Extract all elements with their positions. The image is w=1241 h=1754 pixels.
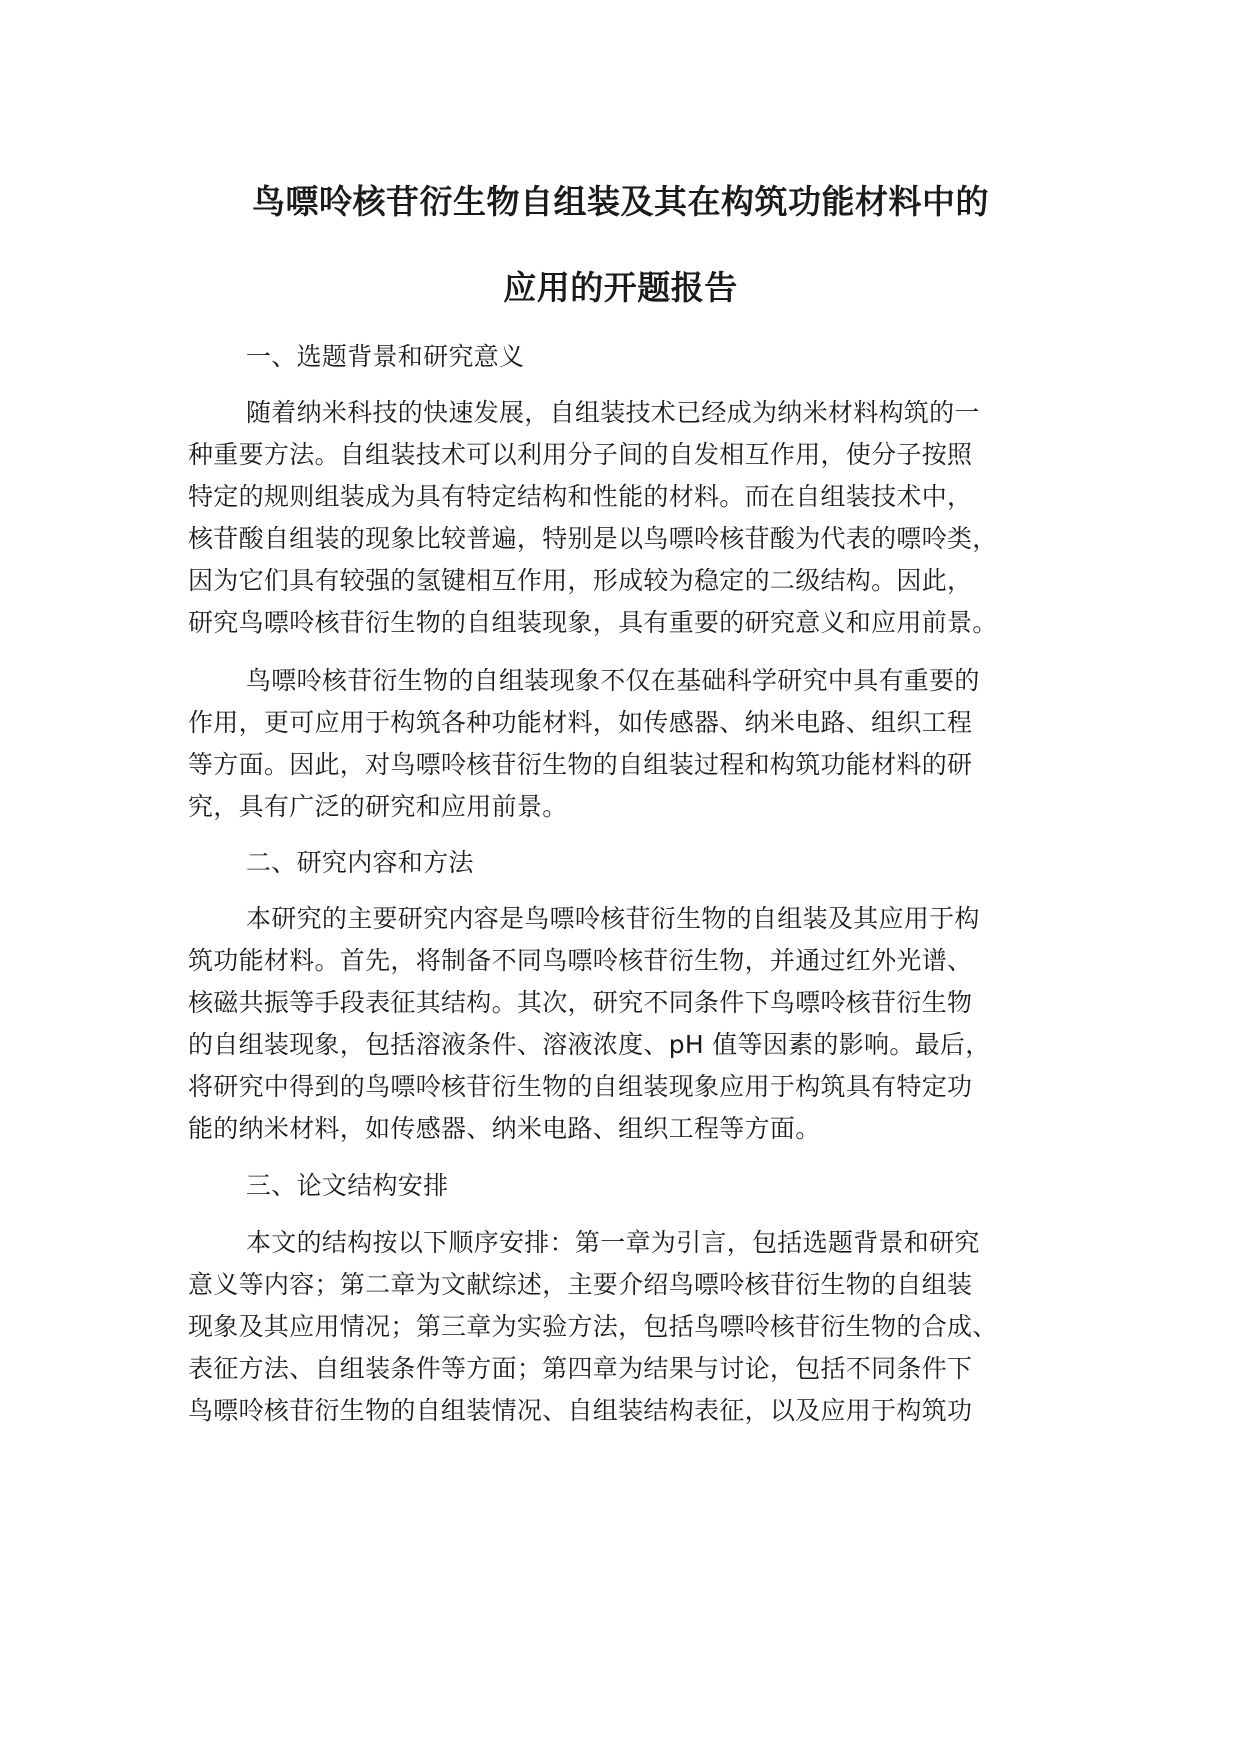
paragraph-line: 种重要方法。自组装技术可以利用分子间的自发相互作用，使分子按照 — [188, 440, 973, 469]
paragraph-line: 鸟嘌呤核苷衍生物的自组装现象不仅在基础科学研究中具有重要的 — [246, 666, 980, 695]
paragraph-line: 表征方法、自组装条件等方面；第四章为结果与讨论，包括不同条件下 — [188, 1354, 973, 1383]
section-heading-content-methods: 二、研究内容和方法 — [246, 848, 474, 877]
paragraph-line: 核苷酸自组装的现象比较普遍，特别是以鸟嘌呤核苷酸为代表的嘌呤类， — [188, 524, 998, 553]
paragraph-line: 本文的结构按以下顺序安排：第一章为引言，包括选题背景和研究 — [246, 1228, 980, 1257]
paragraph-line: 随着纳米科技的快速发展，自组装技术已经成为纳米材料构筑的一 — [246, 398, 980, 427]
document-title-line-2: 应用的开题报告 — [503, 268, 738, 307]
paragraph-line: 能的纳米材料，如传感器、纳米电路、组织工程等方面。 — [188, 1114, 821, 1143]
section-heading-background: 一、选题背景和研究意义 — [246, 342, 525, 371]
paragraph-line: 究，具有广泛的研究和应用前景。 — [188, 792, 568, 821]
section-heading-structure: 三、论文结构安排 — [246, 1171, 449, 1200]
document-title-line-1: 鸟嘌呤核苷衍生物自组装及其在构筑功能材料中的 — [252, 182, 989, 221]
paragraph-line: 筑功能材料。首先，将制备不同鸟嘌呤核苷衍生物，并通过红外光谱、 — [188, 946, 973, 975]
paragraph-line: 因为它们具有较强的氢键相互作用，形成较为稳定的二级结构。因此， — [188, 566, 973, 595]
paragraph-line: 特定的规则组装成为具有特定结构和性能的材料。而在自组装技术中， — [188, 482, 973, 511]
paragraph-background — [188, 398, 1088, 638]
paragraph-line: 作用，更可应用于构筑各种功能材料，如传感器、纳米电路、组织工程 — [188, 708, 973, 737]
paragraph-line: 的自组装现象，包括溶液条件、溶液浓度、pH 值等因素的影响。最后， — [188, 1030, 991, 1059]
paragraph-applications — [188, 666, 1088, 822]
paragraph-line: 研究鸟嘌呤核苷衍生物的自组装现象，具有重要的研究意义和应用前景。 — [188, 608, 998, 637]
paragraph-line: 等方面。因此，对鸟嘌呤核苷衍生物的自组装过程和构筑功能材料的研 — [188, 750, 973, 779]
paragraph-line: 现象及其应用情况；第三章为实验方法，包括鸟嘌呤核苷衍生物的合成、 — [188, 1312, 998, 1341]
paragraph-line: 鸟嘌呤核苷衍生物的自组装情况、自组装结构表征，以及应用于构筑功 — [188, 1396, 973, 1425]
paragraph-thesis-structure — [188, 1228, 1088, 1426]
paragraph-line: 核磁共振等手段表征其结构。其次，研究不同条件下鸟嘌呤核苷衍生物 — [188, 988, 973, 1017]
paragraph-research-content — [188, 904, 1088, 1144]
paragraph-line: 将研究中得到的鸟嘌呤核苷衍生物的自组装现象应用于构筑具有特定功 — [188, 1072, 973, 1101]
paragraph-line: 本研究的主要研究内容是鸟嘌呤核苷衍生物的自组装及其应用于构 — [246, 904, 980, 933]
paragraph-line: 意义等内容；第二章为文献综述，主要介绍鸟嘌呤核苷衍生物的自组装 — [188, 1270, 973, 1299]
